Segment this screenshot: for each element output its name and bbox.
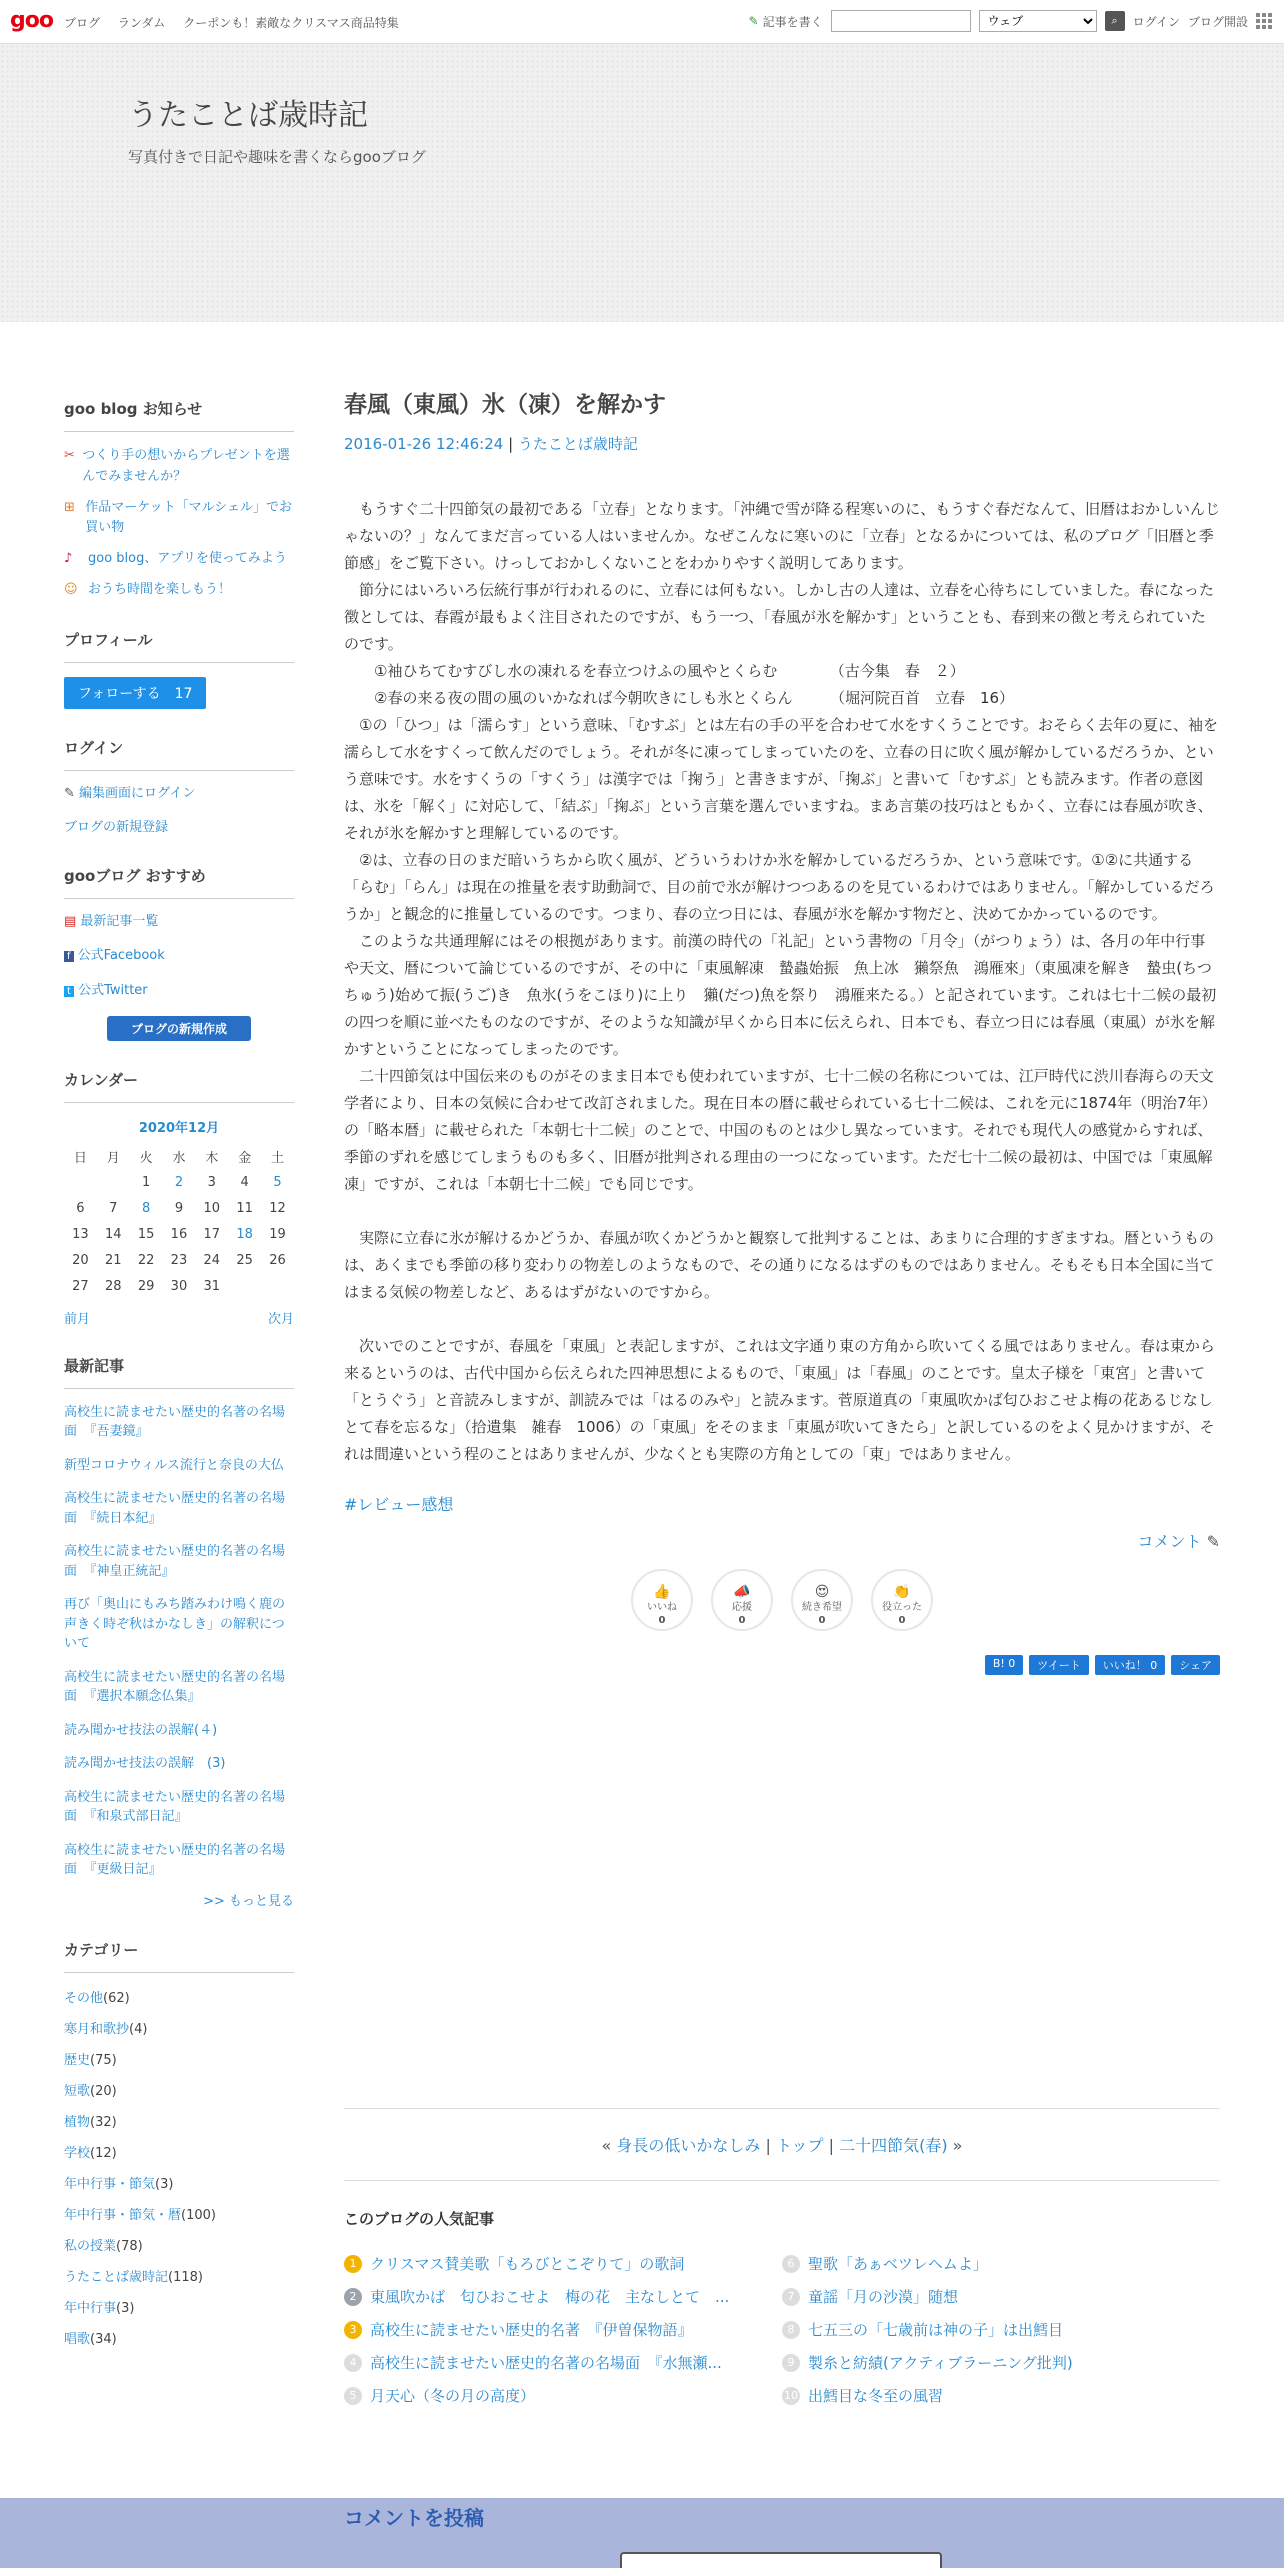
reaction-count: 0 [818,1615,826,1627]
category-link[interactable] [64,2297,294,2316]
pencil-icon: ✎ [1206,1532,1220,1551]
calendar-day-link[interactable]: 18 [236,1227,253,1243]
reaction-label: 役立った [882,1602,922,1614]
reaction-count: 0 [658,1615,666,1627]
category-link[interactable] [64,2204,294,2223]
calendar-day-link[interactable]: 8 [141,1201,151,1217]
calendar-day: 25 [236,1253,253,1269]
search-icon[interactable]: ⌕ [1105,11,1125,31]
edit-login-link[interactable] [64,785,294,803]
next-post-link[interactable]: 二十四節気(春) [839,2136,948,2155]
popular-posts [344,2208,1220,2412]
calendar-month: 2020年12月 [138,1120,220,1136]
music-note-icon: ♪ [64,551,73,567]
news-item[interactable] [64,498,294,540]
category-name: 短歌 [64,2084,91,2100]
popular-link[interactable]: 高校生に読ませたい歴史的名著の名場面 『水無瀬... [370,2354,722,2372]
follow-button[interactable]: フォローする 17 [64,677,206,709]
crown-icon: 1 [344,2255,362,2273]
article-title: 春風（東風）氷（凍）を解かす [344,392,666,418]
news-link[interactable]: 作品マーケット「マルシェル」でお買い物 [85,499,293,536]
article-poem: ②春の来る夜の間の風のいかなれば今朝吹きにしも氷とくらん （堀河院百首 立春 16） [374,689,1015,707]
reaction-more[interactable] [791,1569,853,1631]
category-name: 年中行事・節気・暦 [64,2208,182,2224]
article [344,386,1220,1675]
weekday-label: 水 [172,1151,186,1167]
calendar-day: 30 [170,1279,188,1295]
recent-post-link[interactable]: 高校生に読ませたい歴史的名著の名場面 『和泉式部日記』 [64,1789,286,1825]
article-paragraph: 節分にはいろいろ伝統行事が行われるのに、立春には何もない。しかし古の人達は、立春を心待ちにしていました。春になった徴としては、春霞が最もよく注目されたのですが、もう一つ、「春風が氷を解かす」ということも、春到来の徴と考えられていたのです。 [344,581,1215,653]
calendar-day: 23 [170,1253,188,1269]
comment-link[interactable] [1137,1529,1220,1552]
popular-item[interactable] [344,2313,782,2346]
article-paragraph: 実際に立春に氷が解けるかどうか、春風が吹くかどうかと観察して批判することは、あまりに合理的すぎますね。暦というものは、あくまでも季節の移り変わりの物差しのようなもので、その通りになるはずのものではありません。そもそも日本全国に当てはまる気候の物差しなど、あるはずがないのですから。 [344,1229,1215,1301]
calendar-day: 11 [236,1201,253,1217]
prev-post-link[interactable]: 身長の低いかなしみ [616,2136,761,2155]
article-paragraph: もうすぐ二十四節気の最初である「立春」となります。「沖縄で雪が降る程寒いのに、もうすぐ春だなんて、旧暦はおかしいんじゃないの？」なんてまだ言っている人はいませんか。なぜこんなに寒いのに「立春」となるかについては、私のブログ「旧暦と季節感」をご覧下さい。けっしておかしくないことをわかりやすく説明してあります。 [344,500,1221,572]
share-button[interactable]: シェア [1171,1655,1220,1675]
article-meta [344,433,1220,454]
facebook-link[interactable] [64,947,294,965]
popular-link[interactable]: 七五三の「七歳前は神の子」は出鱈目 [808,2321,1064,2339]
category-count: (78) [116,2239,143,2255]
popular-item[interactable] [344,2379,782,2412]
popular-link[interactable]: 聖歌「あぁベツレヘムよ」 [808,2255,988,2273]
reaction-count: 0 [898,1615,906,1627]
article-pager: « 身長の低いかなしみ | トップ | 二十四節気(春) » [344,2108,1220,2181]
news-block [64,398,294,601]
calendar-day [228,1274,261,1300]
calendar-day: 26 [269,1253,286,1269]
calendar-prev-link[interactable]: 前月 [64,1311,91,1327]
post-comment-heading: コメントを投稿 [344,2506,484,2530]
weekday-label: 土 [271,1151,285,1167]
category-count: (20) [90,2084,117,2100]
calendar-table [64,1144,294,1300]
popular-item[interactable] [344,2280,782,2313]
reaction-label: 応援 [732,1602,752,1614]
reaction-cheer[interactable] [711,1569,773,1631]
fb-like-button[interactable]: いいね！ 0 [1095,1655,1166,1675]
reaction-useful[interactable] [871,1569,933,1631]
news-link[interactable]: つくり手の想いからプレゼントを選んでみませんか？ [82,448,290,484]
article-date[interactable]: 2016-01-26 12:46:24 [344,435,504,453]
latest-list-link[interactable] [64,913,294,931]
recent-post-link[interactable]: 再び「奥山にもみち踏みわけ鳴く鹿の声きく時ぞ秋はかなしき」の解釈について [64,1597,286,1652]
calendar-block [64,1069,294,1327]
category-link[interactable] [64,2049,294,2068]
signup-link[interactable]: ブログの新規登録 [64,819,169,835]
calendar-day: 19 [269,1227,286,1243]
rank-icon: 9 [782,2354,800,2372]
popular-item[interactable] [782,2313,1220,2346]
calendar-day: 15 [137,1227,155,1243]
news-link[interactable]: おうち時間を楽しもう！ [88,581,232,597]
category-name: 年中行事 [64,2301,117,2317]
recent-post-link[interactable]: 高校生に読ませたい歴史的名著の名場面 『更級日記』 [64,1842,286,1878]
rank-icon: 4 [344,2354,362,2372]
market-icon: ⊞ [64,499,75,515]
category-link[interactable] [64,2235,294,2254]
rank-icon: 7 [782,2288,800,2306]
reaction-label: 続き希望 [802,1602,842,1614]
thumbs-up-icon: 👍 [653,1584,671,1600]
category-count: (118) [168,2270,203,2286]
calendar-day: 24 [203,1253,221,1269]
calendar-day: 1 [141,1175,151,1191]
tweet-button[interactable]: ツイート [1029,1655,1088,1675]
category-link[interactable] [64,2018,294,2037]
calendar-day [97,1170,130,1196]
news-item[interactable] [64,446,294,488]
calendar-day: 16 [170,1227,188,1243]
search-input[interactable] [831,10,971,32]
calendar-day: 14 [104,1227,122,1243]
recent-post-link[interactable]: 高校生に読ませたい歴史的名著の名場面 『吾妻鏡』 [64,1404,286,1440]
recommend-block [64,865,294,1041]
category-name: 私の授業 [64,2239,117,2255]
calendar-day-link[interactable]: 2 [174,1175,184,1191]
category-name: その他 [64,1991,104,2007]
crown-icon: 2 [344,2288,362,2306]
article-paragraph: 次いでのことですが、春風を「東風」と表記しますが、これは文字通り東の方角から吹いてくる風ではありません。春は東から来るというのは、古代中国から伝えられた四神思想によるもので、「東風」は「春風」のことです。皇太子様を「東宮」と書いて「とうぐう」と音読みしますが、訓読みでは「はるのみや」と読みます。菅原道真の「東風吹かば匂ひおこせよ梅の花あるじなしとて春を忘るな」（拾遺集 雑春 1006）の「東風」をそのまま「東風が吹いてきたら」と訳しているのをよく見かけますが、それは間違いという程のことはありませんが、少なくとも実際の方角としての「東」ではありません。 [344,1337,1215,1463]
list-icon: ▤ [64,914,81,930]
heart-eyes-icon: 😍 [814,1584,830,1600]
edit-login-label: 編集画面にログイン [79,785,196,801]
popular-item[interactable] [782,2346,1220,2379]
share-buttons [344,1655,1220,1675]
category-link[interactable] [64,2266,294,2285]
scissors-icon: ✂ [64,448,75,463]
calendar-day: 31 [203,1279,221,1295]
calendar-day: 3 [207,1175,216,1191]
calendar-heading: カレンダー [64,1069,294,1103]
article-paragraph: 二十四節気は中国伝来のものがそのまま日本でも使われていますが、七十二候の名称については、江戸時代に渋川春海らの天文学者により、日本の気候に合わせて改訂されました。現在日本の暦に載せられている七十二候は、これを元に1874年（明治7年）の「略本暦」に載せられた「本朝七十二候」のことで、中国のものとは少し異なっています。それでも現代人の感覚からすれば、季節のずれを感じてしまうものも多く、旧暦が批判される理由の一つになっています。ただ七十二候の最初は、中国では「東風解凍」ですが、これは「本朝七十二候」でも同じです。 [344,1067,1217,1193]
weekday-label: 金 [238,1151,252,1167]
login-link[interactable]: ログイン [1132,14,1180,29]
popular-heading: このブログの人気記事 [344,2210,495,2228]
weekday-label: 木 [205,1151,219,1167]
goo-logo[interactable]: goo [10,8,53,33]
blog-subtitle: 写真付きで日記や趣味を書くならgooブログ [128,148,426,166]
recent-post-link[interactable]: 高校生に読ませたい歴史的名著の名場面 『神皇正統記』 [64,1544,286,1579]
top-right [749,10,1273,32]
clap-icon: 👏 [893,1584,911,1600]
category-name: 寒月和歌抄 [64,2022,130,2038]
rank-icon: 6 [782,2255,800,2273]
popular-item[interactable] [344,2346,782,2379]
popular-item[interactable] [344,2247,782,2280]
category-name: 植物 [64,2115,91,2131]
hatena-button[interactable]: B! 0 [985,1655,1023,1675]
facebook-label: 公式Facebook [77,948,165,964]
sidebar [64,398,294,2375]
category-count: (4) [129,2022,148,2038]
calendar-day: 12 [269,1201,286,1217]
category-link[interactable] [64,1987,294,2006]
nav-coupon[interactable]: クーポンも！素敵なクリスマス商品特集 [183,16,399,30]
calendar-day: 13 [72,1227,89,1243]
category-link[interactable] [64,2328,294,2347]
article-tag[interactable]: #レビュー感想 [344,1495,454,1514]
article-poem: ①袖ひちてむすびし水の凍れるを春立つけふの風やとくらむ （古今集 春 ２） [374,662,965,680]
article-paragraph: ①の「ひつ」は「濡らす」という意味、「むすぶ」とは左右の手の平を合わせて水をすくうことです。おそらく去年の夏に、袖を濡らして水をすくって飲んだのでしょう。それが冬に凍ってしまっていたのを、立春の日に吹く風が解かしているだろうか、という意味です。水をすくうの「すくう」は漢字では「掬う」と書きますが、「掬ぶ」と書いて「むすぶ」とも読みます。作者の意図は、氷を「解く」に対応して、「結ぶ」「掬ぶ」という言葉を選んでいますね。まあ言葉の技巧はともかく、立春には春風が吹き、それが氷を解かすと理解しているのです。 [344,716,1219,842]
calendar-day: 6 [76,1201,85,1217]
recent-post-link[interactable]: 高校生に読ませたい歴史的名著の名場面 『選択本願念仏集』 [64,1669,286,1705]
category-name: 歴史 [64,2053,91,2069]
rank-icon: 8 [782,2321,800,2339]
blog-title[interactable]: うたことば歳時記 [128,98,368,133]
category-count: (3) [116,2301,135,2317]
recent-post-link[interactable]: 新型コロナウィルス流行と奈良の大仏 [64,1457,284,1473]
category-count: (75) [90,2053,117,2069]
more-link[interactable]: >> もっと見る [203,1893,294,1909]
profile-heading: プロフィール [64,629,294,663]
rank-icon: 5 [344,2387,362,2405]
facebook-icon: f [64,951,74,962]
top-nav [64,14,413,31]
popular-link[interactable]: 出鱈目な冬至の風習 [808,2387,944,2405]
popular-link[interactable]: 東風吹かば 匂ひおこせよ 梅の花 主なしとて ... [370,2288,730,2306]
twitter-icon: t [64,986,74,997]
calendar-day: 17 [203,1227,221,1243]
popular-item[interactable] [782,2247,1220,2280]
calendar-day: 27 [72,1279,89,1295]
article-author[interactable]: うたことば歳時記 [517,435,638,453]
pencil-icon: ✎ [748,14,759,28]
popular-item[interactable] [782,2379,1220,2412]
recommend-heading: gooブログ おすすめ [64,865,294,899]
popular-link[interactable]: 童謡「月の沙漠」随想 [808,2288,959,2306]
calendar-day: 20 [72,1253,89,1269]
category-name: 年中行事・節気 [64,2177,156,2193]
reaction-label: いいね [647,1602,677,1614]
news-item[interactable] [64,580,294,601]
popular-item[interactable] [782,2280,1220,2313]
calendar-day: 7 [109,1201,118,1217]
calendar-day: 9 [174,1201,184,1217]
twitter-link[interactable] [64,982,294,1000]
category-count: (34) [90,2332,117,2348]
top-link[interactable]: トップ [775,2136,824,2155]
popular-link[interactable]: 製糸と紡績(アクティブラーニング批判) [808,2354,1073,2372]
calendar-day [64,1170,97,1196]
news-item[interactable] [64,549,294,570]
category-name: 学校 [64,2146,91,2162]
reactions [344,1569,1220,1631]
calendar-day: 29 [137,1279,155,1295]
write-article-link[interactable]: 記事を書く [762,14,823,29]
popular-link[interactable]: クリスマス賛美歌「もろびとこぞりて」の歌詞 [370,2255,685,2273]
reaction-count: 0 [738,1615,746,1627]
calendar-day-link[interactable]: 5 [273,1175,282,1191]
weekday-label: 月 [106,1151,120,1167]
calendar-day: 21 [104,1253,122,1269]
category-link[interactable] [64,2080,294,2099]
category-link[interactable] [64,2111,294,2130]
popular-link[interactable]: 月天心（冬の月の高度） [370,2387,536,2405]
recent-post-link[interactable]: 読み聞かせ技法の誤解(４) [64,1722,218,1738]
top-bar [0,0,1284,44]
twitter-label: 公式Twitter [78,982,148,998]
open-blog-link[interactable]: ブログ開設 [1187,14,1248,29]
nav-blog[interactable]: ブログ [64,16,101,30]
calendar-next-link[interactable]: 次月 [267,1311,294,1327]
article-paragraph: このような共通理解にはその根拠があります。前漢の時代の「礼記」という書物の「月令」（がつりょう）は、各月の年中行事や天文、暦について論じているのですが、その中に「東風解凍 蟄蟲始振 魚上冰 獺祭魚 鴻雁來」（東風凍を解き 蟄虫(ちつちゅう)始めて振(うご)き 魚氷(うをこほり)に上り 獺(だつ)魚を祭り 鴻雁来たる。）と記されています。これは七十二候の最初の四つを順に並べたものなのですが、そのような知識が早くから日本に伝えられ、日本でも、春立つ日には春風（東風）が氷を解かすということになってしまったのです。 [344,932,1217,1058]
crown-icon: 3 [344,2321,362,2339]
popular-link[interactable]: 高校生に読ませたい歴史的名著 『伊曽保物語』 [370,2321,693,2339]
recent-heading: 最新記事 [64,1355,294,1389]
category-count: (62) [103,1991,130,2007]
category-count: (12) [90,2146,117,2162]
recent-post-link[interactable]: 読み聞かせ技法の誤解 (3) [64,1756,226,1772]
category-count: (3) [155,2177,174,2193]
article-body [344,496,1220,1468]
category-block [64,1939,294,2347]
category-count: (32) [90,2115,117,2131]
calendar-day: 4 [240,1175,249,1191]
nav-random[interactable]: ランダム [117,16,166,30]
recent-post-link[interactable]: 高校生に読ませたい歴史的名著の名場面 『続日本紀』 [64,1491,286,1526]
category-name: 唱歌 [64,2332,91,2348]
login-block [64,737,294,837]
rank-icon: 10 [782,2387,800,2405]
calendar-day: 28 [104,1279,122,1295]
profile-block [64,629,294,709]
smile-icon: ☺ [64,581,78,597]
apps-grid-icon[interactable] [1256,13,1272,29]
category-link[interactable] [64,2173,294,2192]
recent-block [64,1355,294,1912]
calendar-day [261,1274,294,1300]
megaphone-icon: 📣 [733,1584,751,1600]
news-heading: goo blog お知らせ [64,398,294,432]
login-heading: ログイン [64,737,294,771]
news-link[interactable]: goo blog、アプリを使ってみよう [88,551,287,567]
post-comment-button[interactable] [620,2552,942,2568]
create-blog-button[interactable]: ブログの新規作成 [107,1016,251,1041]
pencil-icon: ✎ [64,785,80,801]
calendar-day: 22 [137,1253,155,1269]
category-count: (100) [181,2208,216,2224]
weekday-label: 火 [139,1151,153,1167]
category-name: うたことば歳時記 [64,2270,169,2286]
reaction-like[interactable] [631,1569,693,1631]
category-link[interactable] [64,2142,294,2161]
article-paragraph: ②は、立春の日のまだ暗いうちから吹く風が、どういうわけか氷を解かしているだろうか、という意味です。①②に共通する「らむ」「らん」は現在の推量を表す助動詞で、目の前で氷が解けつつあるのを見ているわけではありません。「解かしているだろうか」と観念的に推量しているのです。つまり、春の立つ日には、春風が氷を解かす物だと、決めてかかっているのです。 [344,851,1215,923]
weekday-label: 日 [73,1151,87,1167]
calendar-day: 10 [203,1201,221,1217]
search-scope-select[interactable] [979,10,1097,32]
latest-list-label: 最新記事一覧 [80,914,159,930]
meta-separator: | [503,435,518,453]
blog-header [0,44,1284,322]
comment-row [344,1529,1220,1557]
comment-label: コメント [1137,1532,1202,1551]
category-heading: カテゴリー [64,1939,294,1973]
